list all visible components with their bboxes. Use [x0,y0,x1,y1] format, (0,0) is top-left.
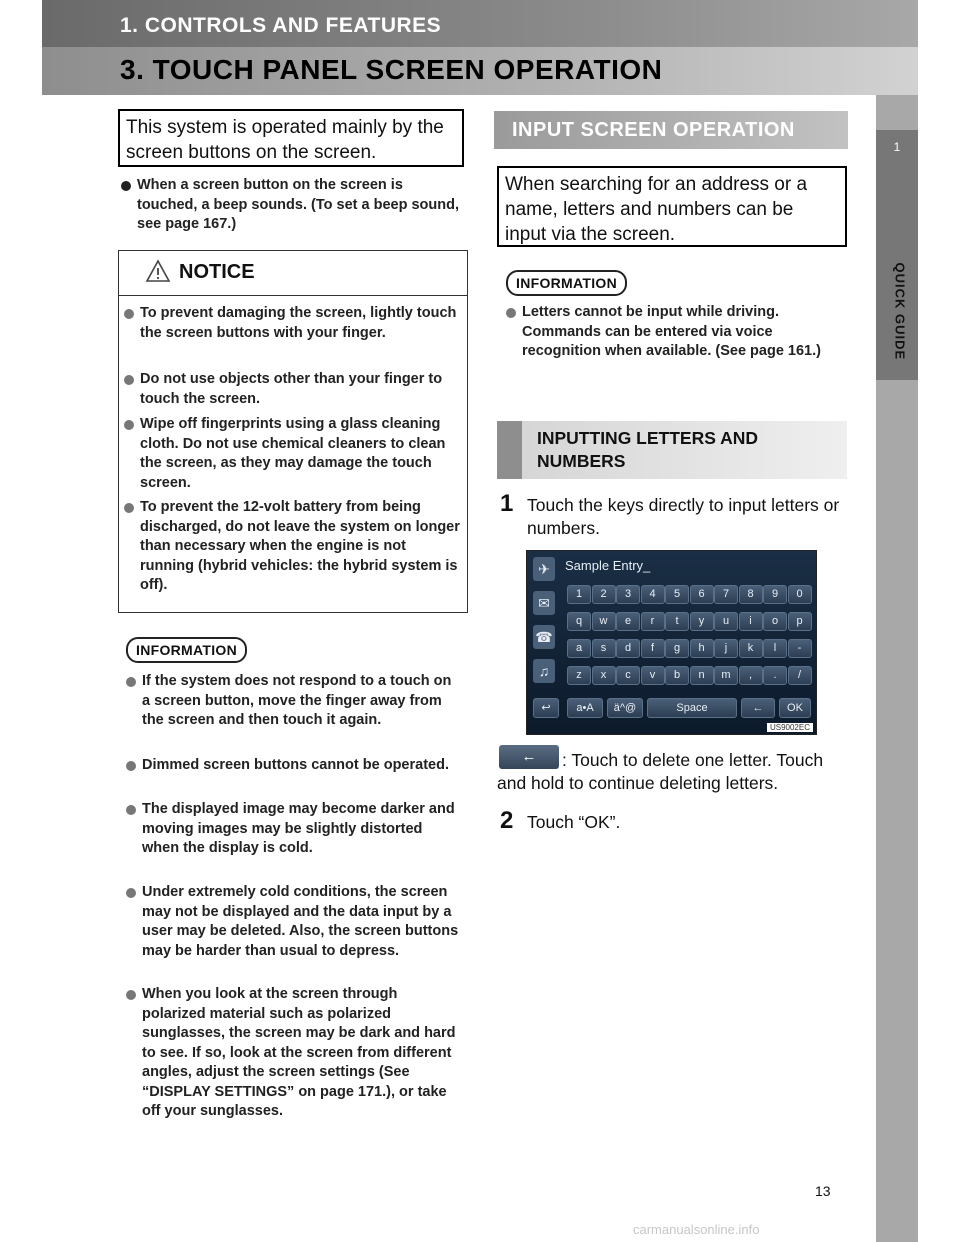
side-tab-number: 1 [893,140,901,154]
notice-item [140,498,460,596]
entry-field: Sample Entry_ [565,558,651,573]
keyboard-key[interactable]: t [665,612,689,631]
keyboard-key[interactable]: 6 [690,585,714,604]
step-1-number: 1 [500,490,514,517]
keyboard-key[interactable]: 2 [592,585,616,604]
intro-bullet [137,176,467,235]
keyboard-key[interactable]: . [763,666,787,685]
info-item-text: If the system does not respond to a touch on a screen button, move the finger away from the screen and then touch it again. [142,673,452,728]
bullet-icon [121,181,131,191]
bullet-icon [124,375,134,385]
space-key[interactable]: Space [647,698,737,718]
keyboard-key[interactable]: 3 [616,585,640,604]
bullet-icon [124,503,134,513]
keyboard-key[interactable]: b [665,666,689,685]
warning-triangle-icon [145,259,171,283]
info-item [142,883,460,961]
notice-header [119,251,467,296]
subsection-bar [497,421,522,479]
notice-item [140,370,460,409]
keyboard-key[interactable]: d [616,639,640,658]
info-item-text: The displayed image may become darker and moving images may be slightly distorted when the display is cold. [142,801,455,856]
keyboard-key[interactable]: - [788,639,812,658]
info-item [142,672,460,731]
back-key[interactable]: ↩ [533,698,559,718]
keyboard-key[interactable]: g [665,639,689,658]
step-2-number: 2 [500,807,514,834]
keyboard-key[interactable]: p [788,612,812,631]
keyboard-key[interactable]: 0 [788,585,812,604]
notice-box [118,250,468,613]
notice-title: NOTICE [179,261,255,283]
keyboard-key[interactable]: y [690,612,714,631]
keyboard-key[interactable]: z [567,666,591,685]
bullet-icon [124,309,134,319]
information-badge: INFORMATION [506,270,627,296]
watermark: carmanualsonline.info [633,1222,760,1237]
keyboard-key[interactable]: x [592,666,616,685]
info-item [142,756,460,776]
keyboard-key[interactable]: k [739,639,763,658]
image-code: US9002EC [767,723,813,732]
notice-item-text: To prevent damaging the screen, lightly touch the screen buttons with your finger. [140,305,457,341]
input-screen-section-title: INPUT SCREEN OPERATION [494,111,848,149]
keyboard-key[interactable]: 4 [641,585,665,604]
keyboard-key[interactable]: v [641,666,665,685]
chapter-header [42,0,918,47]
keyboard-key[interactable]: u [714,612,738,631]
side-tab-label: QUICK GUIDE [892,262,908,361]
info-item-text: Letters cannot be input while driving. Commands can be entered via voice recognition when available. (See page 161.) [522,304,821,359]
delete-key-icon: ← [499,745,559,769]
screen-side-icon: ✈ [533,557,555,581]
bullet-icon [126,805,136,815]
notice-item [140,415,460,493]
info-item-text: Dimmed screen buttons cannot be operated. [142,757,449,773]
intro-bullet-text: When a screen button on the screen is touched, a beep sounds. (To set a beep sound, see page 167.) [137,177,459,232]
page-number: 13 [815,1183,831,1199]
keyboard-key[interactable]: s [592,639,616,658]
keyboard-key[interactable]: , [739,666,763,685]
section-header [42,47,918,95]
bullet-icon [126,990,136,1000]
bullet-icon [126,761,136,771]
info-item-text: When you look at the screen through polarized material such as polarized sunglasses, the screen may be dark and hard to see. If so, look at the screen from different angles, adjust the screen settings (See “DISPLAY SETTINGS” on page 171.), or take off your sunglasses. [142,986,456,1119]
step-1-text: Touch the keys directly to input letters or numbers. [527,495,840,538]
ok-key[interactable]: OK [779,698,811,718]
keyboard-key[interactable]: / [788,666,812,685]
case-key[interactable]: a•A [567,698,603,718]
keyboard-key[interactable]: l [763,639,787,658]
input-intro-box: When searching for an address or a name, letters and numbers can be input via the screen. [497,166,847,247]
screen-side-icon: ✉ [533,591,555,615]
keyboard-key[interactable]: o [763,612,787,631]
delete-description: : Touch to delete one letter. Touch and hold to continue deleting letters. [497,750,824,793]
notice-item-text: To prevent the 12-volt battery from being discharged, do not leave the system on longer than necessary when the engine is not running (hybrid vehicles: the hybrid system is off). [140,499,460,593]
keyboard-screen-image [526,550,817,735]
keyboard-key[interactable]: 9 [763,585,787,604]
delete-key[interactable]: ← [741,698,775,718]
keyboard-key[interactable]: r [641,612,665,631]
keyboard-key[interactable]: n [690,666,714,685]
keyboard-key[interactable]: e [616,612,640,631]
keyboard-key[interactable]: j [714,639,738,658]
subsection-title: INPUTTING LETTERS AND NUMBERS [537,428,759,471]
keyboard-key[interactable]: a [567,639,591,658]
notice-item-text: Do not use objects other than your finger to touch the screen. [140,371,443,407]
info-item [142,985,460,1122]
keyboard-key[interactable]: f [641,639,665,658]
keyboard-key[interactable]: q [567,612,591,631]
bullet-icon [124,420,134,430]
keyboard-key[interactable]: h [690,639,714,658]
step-2-text: Touch “OK”. [527,812,621,832]
keyboard-key[interactable]: 7 [714,585,738,604]
notice-item-text: Wipe off fingerprints using a glass cleaning cloth. Do not use chemical cleaners to clean the screen, as they may damage the touch screen. [140,416,446,491]
bullet-icon [126,888,136,898]
keyboard-key[interactable]: m [714,666,738,685]
intro-box: This system is operated mainly by the screen buttons on the screen. [118,109,464,167]
keyboard-key[interactable]: i [739,612,763,631]
info-item [142,800,460,859]
info-item-text: Under extremely cold conditions, the screen may not be displayed and the data input by a user may be deleted. Also, the screen buttons may be harder than usual to depress. [142,884,459,959]
notice-item [140,304,460,343]
screen-side-icon: ♫ [533,659,555,683]
keyboard-key[interactable]: 1 [567,585,591,604]
symbol-key[interactable]: ä^@ [607,698,643,718]
bullet-icon [126,677,136,687]
chapter-title: 1. CONTROLS AND FEATURES [120,14,442,37]
info-item [522,303,842,362]
section-title: 3. TOUCH PANEL SCREEN OPERATION [120,54,663,85]
information-badge: INFORMATION [126,637,247,663]
inputting-letters-subsection [497,421,847,479]
keyboard-key[interactable]: c [616,666,640,685]
keyboard-key[interactable]: 8 [739,585,763,604]
bullet-icon [506,308,516,318]
screen-side-icon: ☎ [533,625,555,649]
keyboard-key[interactable]: 5 [665,585,689,604]
keyboard-key[interactable]: w [592,612,616,631]
